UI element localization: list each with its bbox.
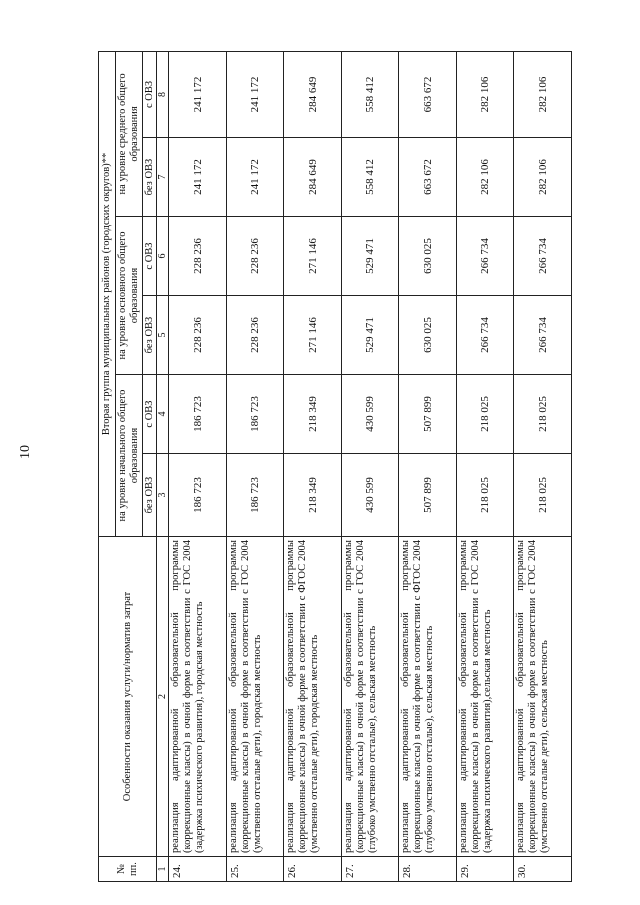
table-row (399, 51, 457, 881)
row-description: реализация адаптированной образовательной программы (коррекционные классы) в очной форме в соответствии с ГОС 2004 (умственно отсталые дети), городская местность (226, 537, 284, 857)
rotated-table-container (98, 52, 572, 882)
value-cell: 266 734 (456, 217, 514, 296)
row-number: 27. (341, 857, 399, 882)
value-cell: 186 723 (226, 375, 284, 454)
value-cell: 630 025 (399, 296, 457, 375)
value-cell: 507 899 (399, 454, 457, 537)
table-row (169, 51, 227, 881)
value-cell: 271 146 (284, 296, 342, 375)
value-cell: 218 025 (514, 454, 572, 537)
value-cell: 218 025 (514, 375, 572, 454)
row-number: 29. (456, 857, 514, 882)
header-sub: с ОВЗ (142, 217, 157, 296)
value-cell: 241 172 (226, 51, 284, 137)
value-cell: 284 649 (284, 51, 342, 137)
row-description: реализация адаптированной образовательной программы (коррекционные классы) в очной форме в соответствии с ГОС 2004 (глубоко умственно отсталые), сельская местность (341, 537, 399, 857)
row-number: 30. (514, 857, 572, 882)
table-row (514, 51, 572, 881)
value-cell: 266 734 (514, 217, 572, 296)
row-number: 24. (169, 857, 227, 882)
value-cell: 282 106 (514, 51, 572, 137)
cost-norms-table (98, 51, 572, 882)
value-cell: 529 471 (341, 217, 399, 296)
table-row (341, 51, 399, 881)
value-cell: 218 025 (456, 454, 514, 537)
value-cell: 218 349 (284, 375, 342, 454)
column-number: 5 (157, 296, 169, 375)
value-cell: 282 106 (456, 51, 514, 137)
header-description: Особенности оказания услуги/норматив затрат (99, 537, 157, 857)
row-number: 25. (226, 857, 284, 882)
column-number: 6 (157, 217, 169, 296)
value-cell: 663 672 (399, 138, 457, 217)
value-cell: 430 599 (341, 375, 399, 454)
value-cell: 630 025 (399, 217, 457, 296)
header-sub: без ОВЗ (142, 454, 157, 537)
row-description: реализация адаптированной образовательной программы (коррекционные классы) в очной форме в соответствии с ГОС 2004 (задержка психического развития),сельская местность (456, 537, 514, 857)
header-group: Вторая группа муниципальных районов (городских округов)** (99, 51, 116, 536)
column-number: 2 (157, 537, 169, 857)
value-cell: 241 172 (226, 138, 284, 217)
column-number: 8 (157, 51, 169, 137)
value-cell: 228 236 (226, 217, 284, 296)
value-cell: 266 734 (514, 296, 572, 375)
value-cell: 186 723 (169, 454, 227, 537)
value-cell: 529 471 (341, 296, 399, 375)
value-cell: 284 649 (284, 138, 342, 217)
value-cell: 186 723 (169, 375, 227, 454)
value-cell: 558 412 (341, 138, 399, 217)
value-cell: 663 672 (399, 51, 457, 137)
page-number: 10 (18, 445, 33, 459)
value-cell: 282 106 (514, 138, 572, 217)
value-cell: 558 412 (341, 51, 399, 137)
value-cell: 228 236 (169, 296, 227, 375)
row-description: реализация адаптированной образовательной программы (коррекционные классы) в очной форме в соответствии с ГОС 2004 (умственно отсталые дети), сельская местность (514, 537, 572, 857)
row-description: реализация адаптированной образовательной программы (коррекционные классы) в очной форме в соответствии с ГОС 2004 (задержка психического развития), городская местность (169, 537, 227, 857)
value-cell: 271 146 (284, 217, 342, 296)
table-row (284, 51, 342, 881)
value-cell: 218 025 (456, 375, 514, 454)
header-level-basic: на уровне основного общего образования (116, 217, 143, 375)
value-cell: 218 349 (284, 454, 342, 537)
value-cell: 241 172 (169, 51, 227, 137)
value-cell: 282 106 (456, 138, 514, 217)
header-sub: без ОВЗ (142, 296, 157, 375)
value-cell: 430 599 (341, 454, 399, 537)
column-number: 4 (157, 375, 169, 454)
header-sub: с ОВЗ (142, 51, 157, 137)
value-cell: 186 723 (226, 454, 284, 537)
header-sub: с ОВЗ (142, 375, 157, 454)
header-level-primary: на уровне начального общего образования (116, 375, 143, 537)
column-number: 1 (157, 857, 169, 882)
column-number: 3 (157, 454, 169, 537)
row-number: 26. (284, 857, 342, 882)
value-cell: 266 734 (456, 296, 514, 375)
row-description: реализация адаптированной образовательной программы (коррекционные классы) в очной форме в соответствии с ФГОС 2004 (умственно отсталые дети), городская местность (284, 537, 342, 857)
header-level-secondary: на уровне среднего общего образования (116, 51, 143, 216)
value-cell: 228 236 (226, 296, 284, 375)
header-sub: без ОВЗ (142, 138, 157, 217)
row-number: 28. (399, 857, 457, 882)
value-cell: 241 172 (169, 138, 227, 217)
table-row (456, 51, 514, 881)
value-cell: 228 236 (169, 217, 227, 296)
column-number: 7 (157, 138, 169, 217)
header-num: № пп. (99, 857, 157, 882)
row-description: реализация адаптированной образовательной программы (коррекционные классы) в очной форме в соответствии с ФГОС 2004 (глубоко умственно отсталые), сельская местность (399, 537, 457, 857)
table-row (226, 51, 284, 881)
value-cell: 507 899 (399, 375, 457, 454)
